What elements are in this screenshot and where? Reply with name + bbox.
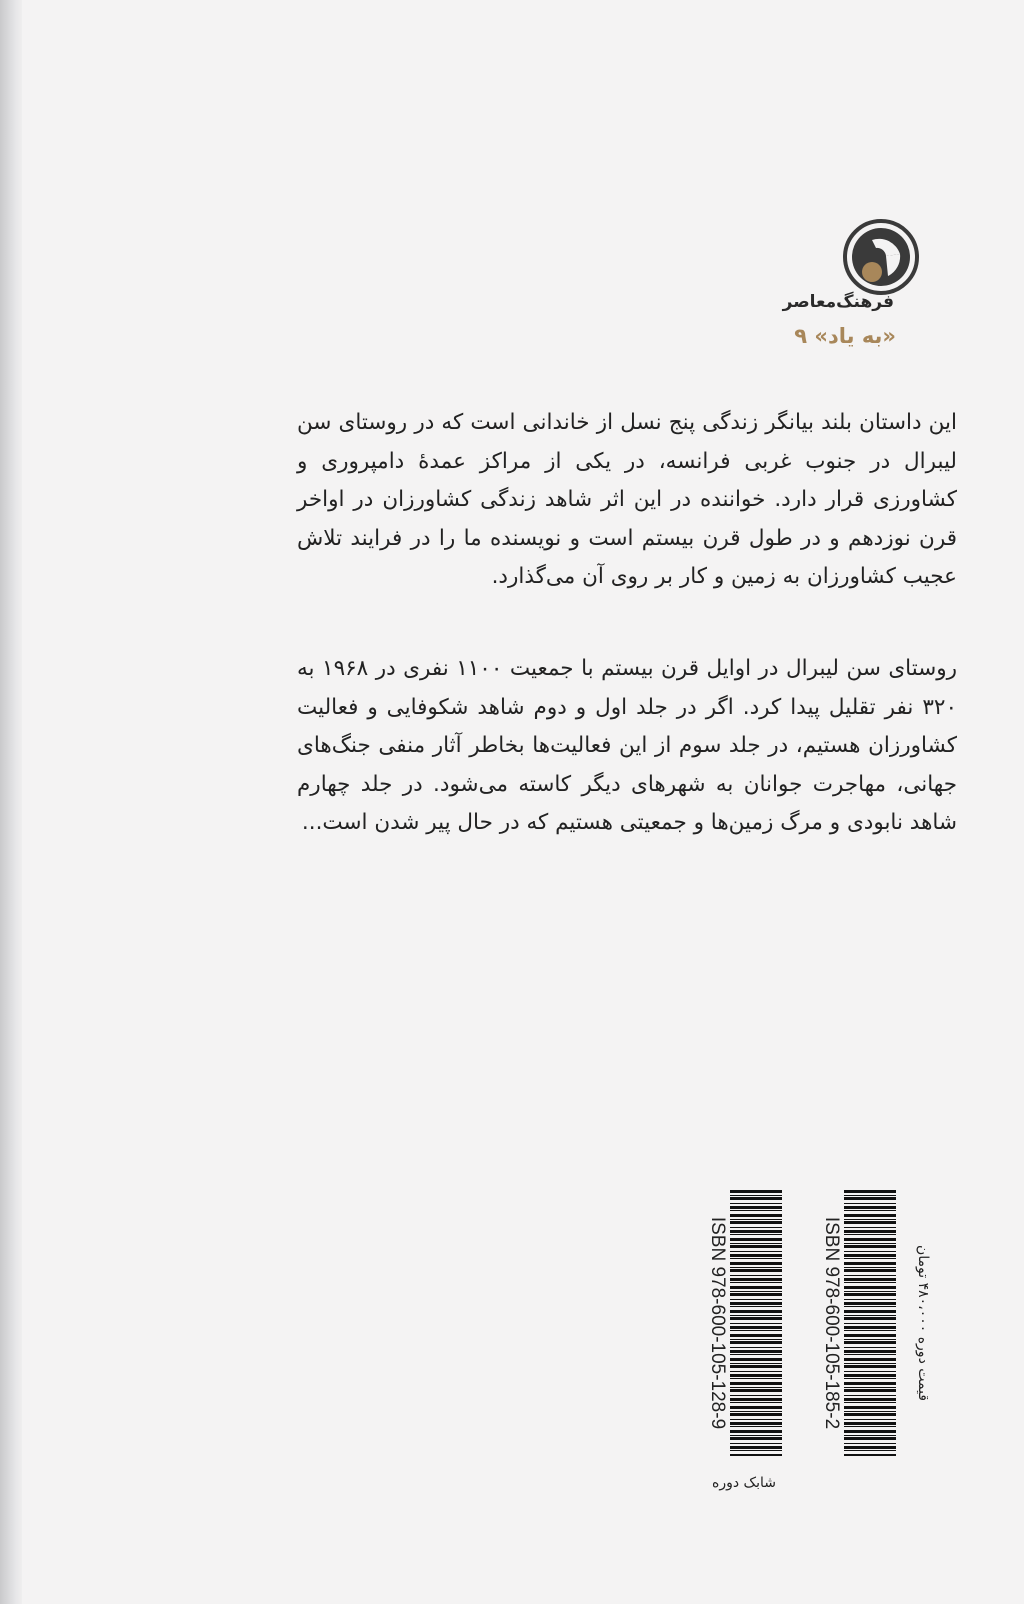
publisher-name: فرهنگ‌معاصر <box>782 292 894 312</box>
back-cover <box>22 0 1024 1604</box>
description-paragraph-2: روستای سن لیبرال در اوایل قرن بیستم با جمعیت ۱۱۰۰ نفری در ۱۹۶۸ به ۳۲۰ نفر تقلیل پیدا کرد. اگر در جلد اول و دوم شاهد شکوفایی و فعالیت کشاورزان هستیم، در جلد سوم از این فعالیت‌ها بخاطر آثار منفی جنگ‌های جهانی، مهاجرت جوانان به شهرهای دیگر کاسته می‌شود. در جلد چهارم شاهد نابودی و مرگ زمین‌ها و جمعیتی هستیم که در حال پیر شدن است... <box>297 656 957 835</box>
publisher-logo-icon <box>842 218 920 296</box>
spine-shadow <box>0 0 22 1604</box>
barcode-volume <box>844 1188 896 1458</box>
description-paragraph-1: این داستان بلند بیانگر زندگی پنج نسل از خاندانی است که در روستای سن لیبرال در جنوب غربی فرانسه، در یکی از مراکز عمدهٔ دامپروری و کشاورزی قرار دارد. خواننده در این اثر شاهد زندگی کشاورزان در اواخر قرن نوزدهم و در طول قرن بیستم است و نویسنده ما را در فرایند تلاش عجیب کشاورزان به زمین و کار بر روی آن می‌گذارد. <box>297 410 957 589</box>
barcode-block <box>707 1188 970 1468</box>
isbn-set-text: ISBN 978-600-105-128-9 <box>707 1216 728 1430</box>
isbn-set-label: شابک دوره <box>712 1475 776 1491</box>
price-label: قیمت دوره ۴۸۰،۰۰۰ تومان <box>915 1244 932 1402</box>
barcode-set <box>730 1188 782 1458</box>
isbn-volume-text: ISBN 978-600-105-185-2 <box>821 1216 842 1430</box>
series-label: «به یاد» ۹ <box>794 324 896 348</box>
